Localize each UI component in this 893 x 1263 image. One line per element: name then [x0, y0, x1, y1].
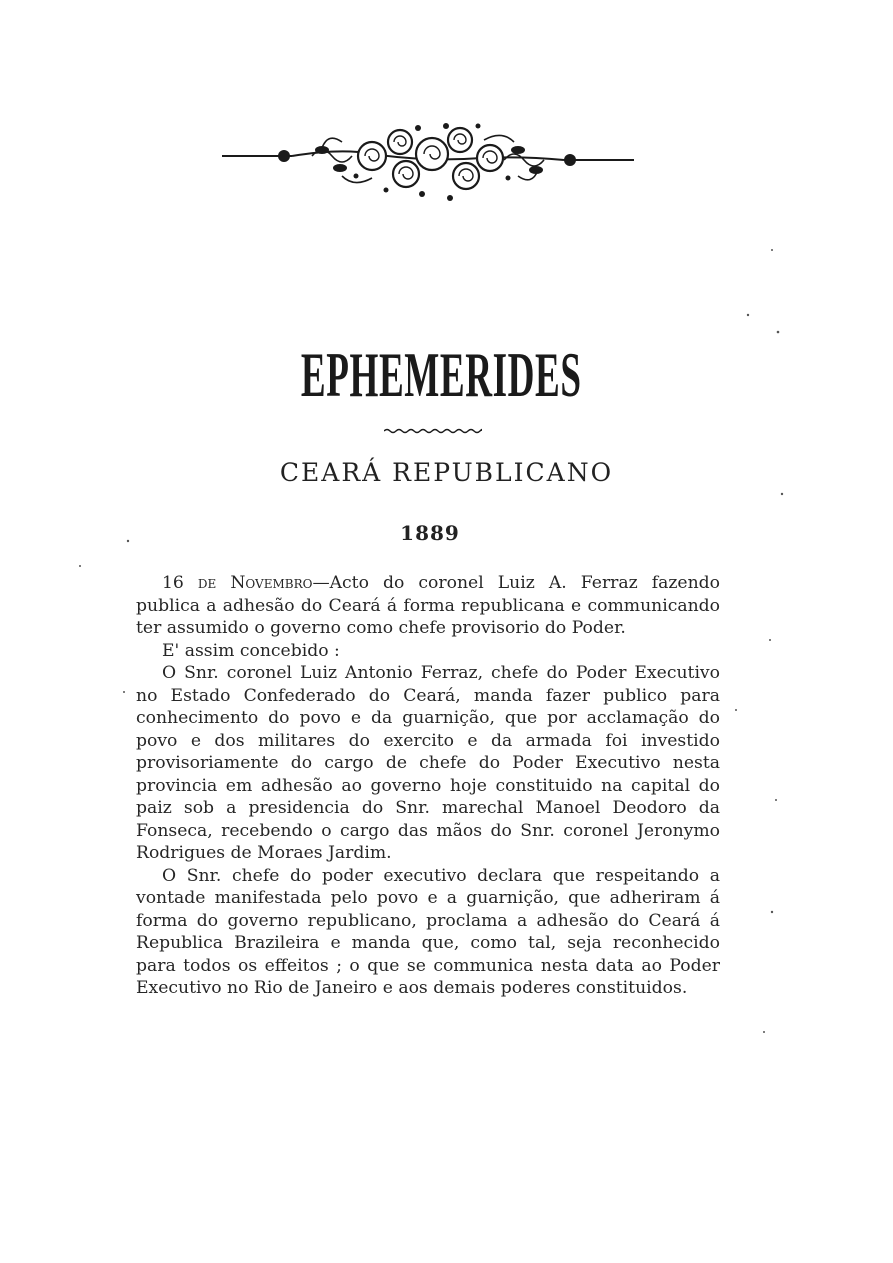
entry-date: 16 de Novembro: [162, 573, 313, 593]
year-heading: 1889: [400, 521, 460, 545]
body-paragraph: O Snr. coronel Luiz Antonio Ferraz, chefe do Poder Executivo no Estado Confederado do Ceará, manda fazer publico para conhecimento do povo e da guarnição, que por acclamação do povo e dos militares do exercito e da armada foi investido provisoriamente do cargo de chefe do Poder Executivo nesta provincia em adhesão ao governo hoje constituido na capital do paiz sob a presidencia do Snr. marechal Manoel Deodoro da Fonseca, recebendo o cargo das mãos do Snr. coronel Jeronymo Rodrigues de Moraes Jardim.: [136, 663, 720, 863]
entry-paragraph: [136, 572, 720, 640]
body-paragraph: E' assim concebido :: [162, 640, 340, 661]
wavy-rule-icon: [384, 428, 482, 434]
body-paragraph: O Snr. chefe do poder executivo declara que respeitando a vontade manifestada pelo povo e a guarnição, que adheriram á forma do governo republicano, proclama a adhesão do Ceará á Republica Brazileira e manda que, como tal, seja reconhecido para todos os effeitos ; o que se communica nesta data ao Poder Executivo no Rio de Janeiro e aos demais poderes constituidos.: [136, 865, 720, 998]
section-subtitle: CEARÁ REPUBLICANO: [279, 458, 614, 487]
document-body: [136, 572, 720, 1000]
page-title: EPHEMERIDES: [300, 339, 582, 410]
floral-ornament-icon: [222, 118, 634, 210]
entry-intro: —Acto do coronel Luiz A. Ferraz fazendo publica a adhesão do Ceará á forma republicana e communicando ter assumido o governo como chefe provisorio do Poder.: [136, 573, 720, 638]
